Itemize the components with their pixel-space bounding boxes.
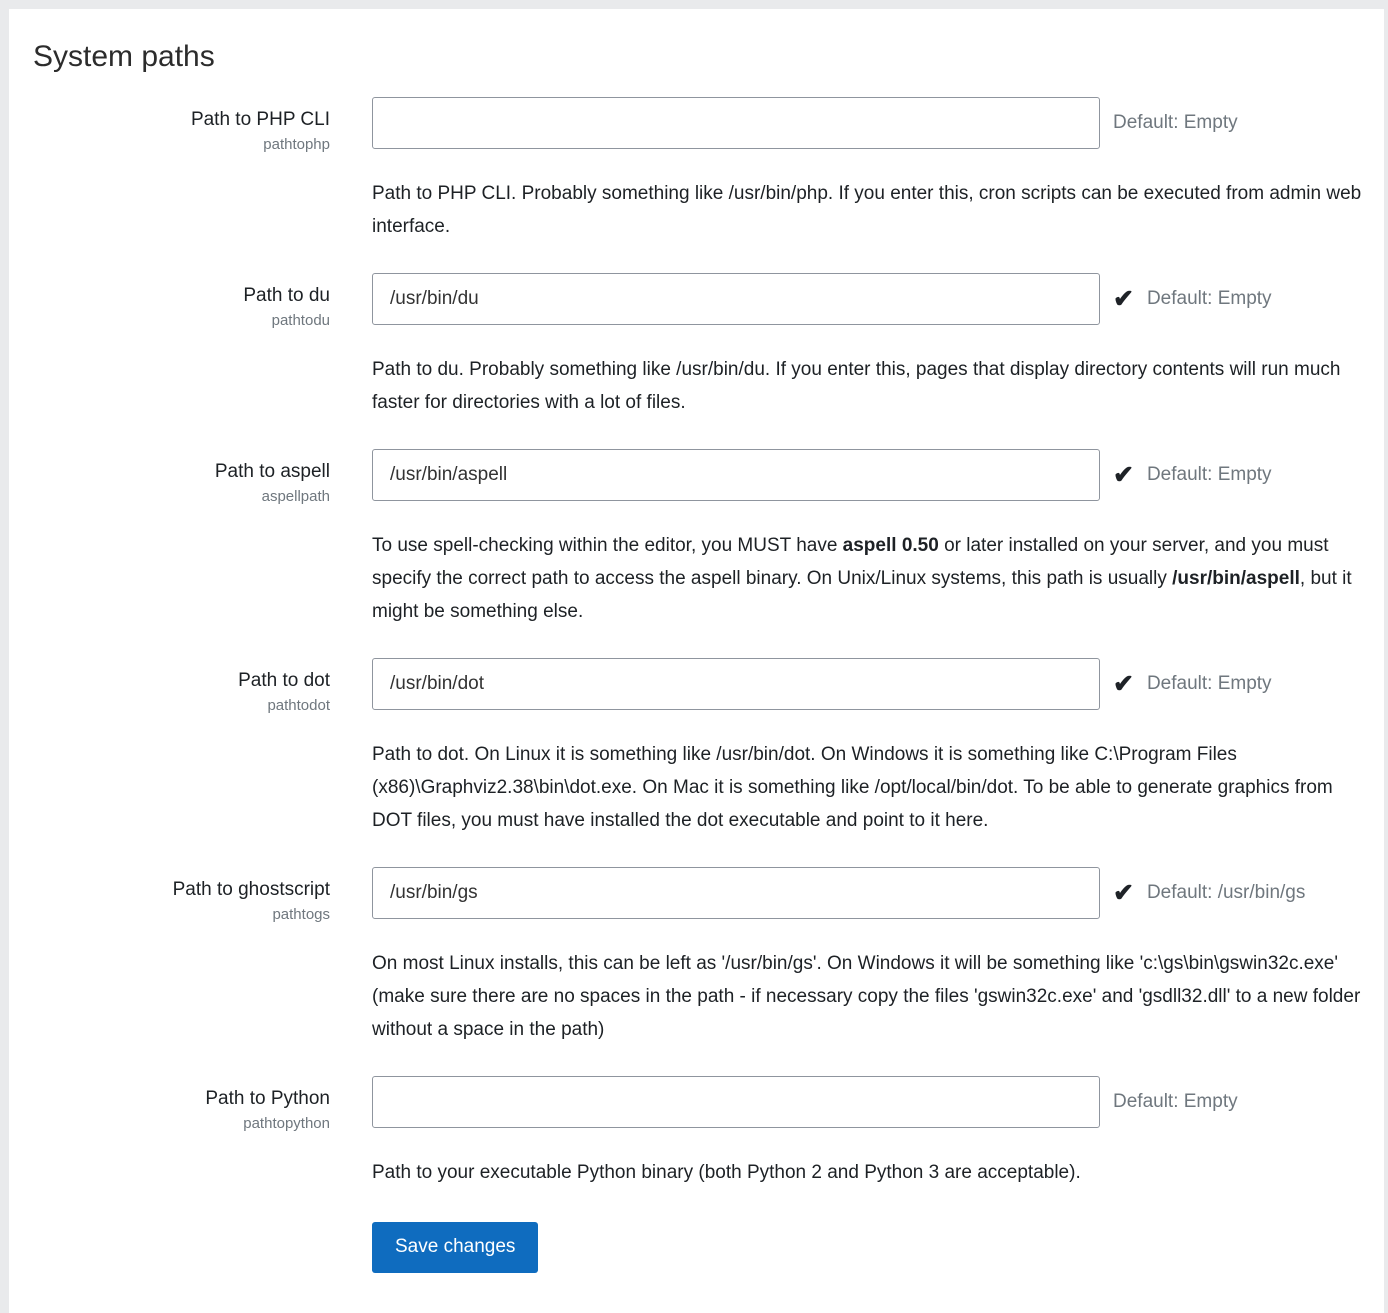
pathtodu-input[interactable] [372,273,1100,325]
field-description [372,529,1364,628]
field-label-block [33,273,330,331]
field-description [372,947,1364,1046]
description-text: To use spell-checking within the editor, you MUST have [372,535,843,556]
check-icon: ✔ [1113,669,1134,698]
input-row [372,1076,1364,1128]
check-icon: ✔ [1113,460,1134,489]
description-text: or later installed on your server, and you must specify the correct path to access the aspell binary. On Unix/Linux systems, this path is usually [372,535,1329,589]
page-title: System paths [33,40,215,73]
default-label: Default: Empty [1146,673,1272,694]
field-description [372,353,1364,419]
default-label: Default: Empty [1113,112,1238,133]
check-icon: ✔ [1113,284,1134,313]
pathtopython-input[interactable] [372,1076,1100,1128]
field-label-block [33,97,330,155]
default-label: Default: Empty [1146,288,1272,309]
save-changes-button[interactable]: Save changes [372,1222,538,1273]
field-shortname: pathtodot [267,697,330,714]
aspellpath-input[interactable] [372,449,1100,501]
settings-page [9,9,1384,1313]
check-icon: ✔ [1113,878,1134,907]
input-row [372,97,1364,149]
field-shortname: pathtogs [272,906,330,923]
field-label-block [33,658,330,716]
form-row-pathtophp [33,97,1364,243]
form-row-pathtopython [33,1076,1364,1189]
form-row-pathtodot [33,658,1364,837]
form-row-aspellpath [33,449,1364,628]
form-row-pathtodu [33,273,1364,419]
field-label: Path to PHP CLI [190,109,330,130]
description-text: Path to your executable Python binary (both Python 2 and Python 3 are acceptable). [372,1162,1081,1183]
field-shortname: pathtodu [271,312,330,329]
field-label: Path to ghostscript [172,879,330,900]
input-row [372,658,1364,710]
description-text: Path to PHP CLI. Probably something like /usr/bin/php. If you enter this, cron scripts can be executed from admin web interface. [372,183,1362,237]
input-row [372,449,1364,501]
pathtogs-input[interactable] [372,867,1100,919]
field-label: Path to aspell [214,461,330,482]
default-label: Default: Empty [1146,464,1272,485]
form-actions [33,1222,1364,1273]
field-label-block [33,449,330,507]
field-shortname: pathtophp [263,136,330,153]
field-label-block [33,1076,330,1134]
form-row-pathtogs [33,867,1364,1046]
description-text: , but it might be something else. [372,568,1352,622]
field-description [372,177,1364,243]
description-text: On most Linux installs, this can be left as '/usr/bin/gs'. On Windows it will be something like 'c:\gs\bin\gswin32c.exe' (make sure there are no spaces in the path - if necessary copy the files 'gswin32c.exe' and 'gsdll32.dll' to a new folder without a space in the path) [372,953,1361,1040]
field-label: Path to dot [238,670,330,691]
field-description [372,1156,1364,1189]
field-label-block [33,867,330,925]
field-description [372,738,1364,837]
description-text: Path to dot. On Linux it is something like /usr/bin/dot. On Windows it is something like C:\Program Files (x86)\Graphviz2.38\bin\dot.exe. On Mac it is something like /opt/local/bin/dot. To be able to generate graphics from DOT files, you must have installed the dot executable and point to it here. [372,744,1333,831]
description-bold-text: /usr/bin/aspell [1172,568,1300,589]
pathtodot-input[interactable] [372,658,1100,710]
default-label: Default: /usr/bin/gs [1146,882,1306,903]
pathtophp-input[interactable] [372,97,1100,149]
input-row [372,867,1364,919]
field-shortname: aspellpath [261,488,330,505]
description-bold-text: aspell 0.50 [842,535,939,556]
field-label: Path to du [243,285,330,306]
default-label: Default: Empty [1113,1091,1238,1112]
description-text: Path to du. Probably something like /usr/bin/du. If you enter this, pages that display directory contents will run much faster for directories with a lot of files. [372,359,1341,413]
field-shortname: pathtopython [243,1115,330,1132]
field-label: Path to Python [205,1088,330,1109]
spacer [33,1222,330,1231]
input-row [372,273,1364,325]
